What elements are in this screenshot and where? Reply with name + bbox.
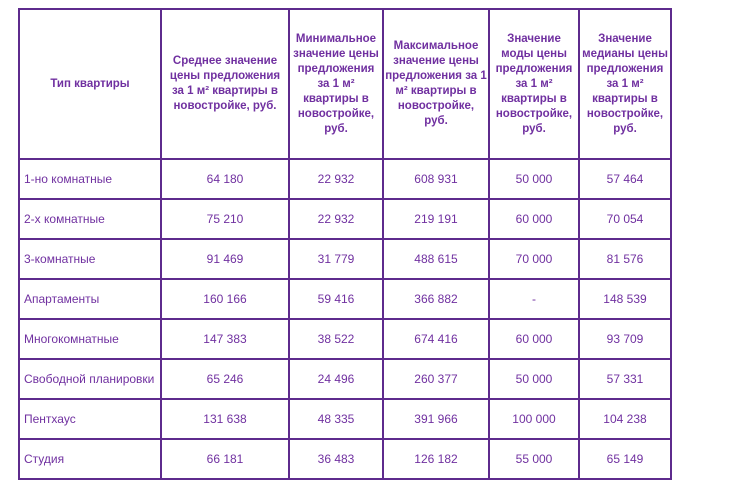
apartment-type-cell: 1-но комнатные <box>19 159 161 199</box>
price-value-cell: 131 638 <box>161 399 289 439</box>
price-value-cell: 674 416 <box>383 319 489 359</box>
price-value-cell: 93 709 <box>579 319 671 359</box>
col-header-apartment-type: Тип квартиры <box>19 9 161 159</box>
price-value-cell: 60 000 <box>489 199 579 239</box>
header-row <box>19 9 671 159</box>
apartment-price-table <box>18 8 672 480</box>
price-value-cell: 31 779 <box>289 239 383 279</box>
table-row <box>19 279 671 319</box>
price-value-cell: 391 966 <box>383 399 489 439</box>
table-row <box>19 359 671 399</box>
price-value-cell: 59 416 <box>289 279 383 319</box>
apartment-type-cell: 3-комнатные <box>19 239 161 279</box>
price-value-cell: 75 210 <box>161 199 289 239</box>
table-row <box>19 239 671 279</box>
price-value-cell: 60 000 <box>489 319 579 359</box>
apartment-price-table-container <box>18 8 672 480</box>
price-value-cell: 219 191 <box>383 199 489 239</box>
price-value-cell: 55 000 <box>489 439 579 479</box>
table-row <box>19 319 671 359</box>
price-value-cell: 70 054 <box>579 199 671 239</box>
col-header-mode-price: Значение моды цены предложения за 1 м² квартиры в новостройке, руб. <box>489 9 579 159</box>
price-value-cell: 81 576 <box>579 239 671 279</box>
price-value-cell: 91 469 <box>161 239 289 279</box>
price-value-cell: 104 238 <box>579 399 671 439</box>
col-header-max-price: Максимальное значение цены предложения за 1 м² квартиры в новостройке, руб. <box>383 9 489 159</box>
price-value-cell: 66 181 <box>161 439 289 479</box>
price-value-cell: 608 931 <box>383 159 489 199</box>
price-value-cell: 22 932 <box>289 199 383 239</box>
apartment-type-cell: Многокомнатные <box>19 319 161 359</box>
table-header <box>19 9 671 159</box>
price-value-cell: 50 000 <box>489 359 579 399</box>
price-value-cell: 57 464 <box>579 159 671 199</box>
price-value-cell: 65 149 <box>579 439 671 479</box>
price-value-cell: 100 000 <box>489 399 579 439</box>
apartment-type-cell: Пентхаус <box>19 399 161 439</box>
price-value-cell: 65 246 <box>161 359 289 399</box>
price-value-cell: 48 335 <box>289 399 383 439</box>
price-value-cell: 57 331 <box>579 359 671 399</box>
apartment-type-cell: Апартаменты <box>19 279 161 319</box>
price-value-cell: 160 166 <box>161 279 289 319</box>
price-value-cell: 70 000 <box>489 239 579 279</box>
table-row <box>19 439 671 479</box>
table-row <box>19 199 671 239</box>
price-value-cell: 64 180 <box>161 159 289 199</box>
price-value-cell: 126 182 <box>383 439 489 479</box>
table-row <box>19 159 671 199</box>
apartment-type-cell: 2-х комнатные <box>19 199 161 239</box>
price-value-cell: 366 882 <box>383 279 489 319</box>
price-value-cell: 148 539 <box>579 279 671 319</box>
apartment-type-cell: Студия <box>19 439 161 479</box>
col-header-average-price: Среднее значение цены предложения за 1 м² квартиры в новостройке, руб. <box>161 9 289 159</box>
col-header-median-price: Значение медианы цены предложения за 1 м² квартиры в новостройке, руб. <box>579 9 671 159</box>
price-value-cell: 36 483 <box>289 439 383 479</box>
price-value-cell: 38 522 <box>289 319 383 359</box>
price-value-cell: 22 932 <box>289 159 383 199</box>
table-body <box>19 159 671 479</box>
table-row <box>19 399 671 439</box>
col-header-min-price: Минимальное значение цены предложения за 1 м² квартиры в новостройке, руб. <box>289 9 383 159</box>
price-value-cell: 147 383 <box>161 319 289 359</box>
price-value-cell: 260 377 <box>383 359 489 399</box>
price-value-cell: - <box>489 279 579 319</box>
apartment-type-cell: Свободной планировки <box>19 359 161 399</box>
price-value-cell: 488 615 <box>383 239 489 279</box>
price-value-cell: 24 496 <box>289 359 383 399</box>
price-value-cell: 50 000 <box>489 159 579 199</box>
